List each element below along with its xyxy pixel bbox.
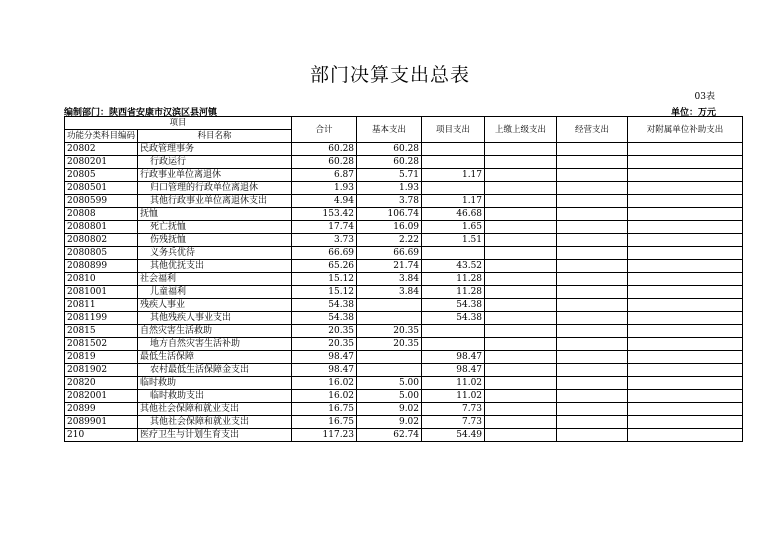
row-project: 1.65 [422, 221, 485, 234]
row-basic: 2.22 [357, 234, 422, 247]
row-subsidy [628, 260, 743, 273]
row-name: 抚恤 [138, 208, 292, 221]
row-code: 2080801 [65, 221, 138, 234]
table-row [65, 403, 743, 416]
row-subsidy [628, 429, 743, 442]
row-name: 残疾人事业 [138, 299, 292, 312]
row-business [557, 364, 628, 377]
header-code: 功能分类科目编码 [65, 130, 138, 143]
row-subsidy [628, 182, 743, 195]
row-code: 20899 [65, 403, 138, 416]
row-subsidy [628, 377, 743, 390]
row-remit [485, 325, 557, 338]
row-code: 20820 [65, 377, 138, 390]
row-project [422, 325, 485, 338]
row-code: 2081199 [65, 312, 138, 325]
row-basic: 3.84 [357, 273, 422, 286]
row-basic: 106.74 [357, 208, 422, 221]
row-project: 98.47 [422, 364, 485, 377]
row-remit [485, 299, 557, 312]
table-row [65, 416, 743, 429]
row-name: 临时救助支出 [138, 390, 292, 403]
row-code: 2080805 [65, 247, 138, 260]
row-total: 1.93 [292, 182, 357, 195]
row-subsidy [628, 416, 743, 429]
row-business [557, 143, 628, 156]
row-name: 儿童福利 [138, 286, 292, 299]
row-remit [485, 364, 557, 377]
row-code: 2081902 [65, 364, 138, 377]
row-total: 16.75 [292, 403, 357, 416]
row-business [557, 403, 628, 416]
row-code: 20811 [65, 299, 138, 312]
row-name: 社会福利 [138, 273, 292, 286]
row-remit [485, 338, 557, 351]
row-remit [485, 273, 557, 286]
row-basic: 21.74 [357, 260, 422, 273]
row-total: 66.69 [292, 247, 357, 260]
row-basic: 3.78 [357, 195, 422, 208]
row-total: 54.38 [292, 299, 357, 312]
row-name: 民政管理事务 [138, 143, 292, 156]
table-row [65, 208, 743, 221]
row-name: 其他残疾人事业支出 [138, 312, 292, 325]
row-total: 16.02 [292, 377, 357, 390]
row-basic: 5.71 [357, 169, 422, 182]
table-row [65, 234, 743, 247]
header-row-top [65, 117, 743, 130]
row-remit [485, 169, 557, 182]
header-basic: 基本支出 [357, 117, 422, 143]
row-project: 1.17 [422, 195, 485, 208]
row-business [557, 325, 628, 338]
table-row [65, 273, 743, 286]
row-remit [485, 377, 557, 390]
row-basic: 60.28 [357, 156, 422, 169]
row-subsidy [628, 156, 743, 169]
row-business [557, 351, 628, 364]
row-code: 2082001 [65, 390, 138, 403]
row-code: 20805 [65, 169, 138, 182]
row-basic: 3.84 [357, 286, 422, 299]
row-business [557, 195, 628, 208]
page-title: 部门决算支出总表 [309, 64, 470, 86]
row-business [557, 312, 628, 325]
row-code: 2081001 [65, 286, 138, 299]
row-remit [485, 416, 557, 429]
row-project: 11.02 [422, 377, 485, 390]
row-basic [357, 364, 422, 377]
row-name: 最低生活保障 [138, 351, 292, 364]
row-code: 20815 [65, 325, 138, 338]
row-remit [485, 143, 557, 156]
row-subsidy [628, 325, 743, 338]
header-project: 项目支出 [422, 117, 485, 143]
row-name: 伤残抚恤 [138, 234, 292, 247]
table-row [65, 312, 743, 325]
row-remit [485, 429, 557, 442]
row-basic: 16.09 [357, 221, 422, 234]
row-name: 地方自然灾害生活补助 [138, 338, 292, 351]
header-business: 经营支出 [557, 117, 628, 143]
row-business [557, 416, 628, 429]
row-name: 农村最低生活保障金支出 [138, 364, 292, 377]
table-row [65, 377, 743, 390]
row-total: 98.47 [292, 351, 357, 364]
table-row [65, 260, 743, 273]
row-business [557, 247, 628, 260]
row-basic: 60.28 [357, 143, 422, 156]
table-row [65, 429, 743, 442]
row-business [557, 299, 628, 312]
row-basic: 62.74 [357, 429, 422, 442]
row-subsidy [628, 221, 743, 234]
row-project [422, 247, 485, 260]
row-project [422, 156, 485, 169]
table-row [65, 351, 743, 364]
row-project: 1.17 [422, 169, 485, 182]
row-code: 2080501 [65, 182, 138, 195]
row-total: 153.42 [292, 208, 357, 221]
row-project: 11.28 [422, 286, 485, 299]
table-row [65, 195, 743, 208]
table-row [65, 390, 743, 403]
row-project: 54.38 [422, 299, 485, 312]
row-total: 15.12 [292, 273, 357, 286]
row-total: 98.47 [292, 364, 357, 377]
row-subsidy [628, 312, 743, 325]
row-business [557, 286, 628, 299]
row-business [557, 221, 628, 234]
row-subsidy [628, 143, 743, 156]
row-business [557, 169, 628, 182]
row-basic: 9.02 [357, 416, 422, 429]
row-project: 11.28 [422, 273, 485, 286]
row-business [557, 377, 628, 390]
row-subsidy [628, 338, 743, 351]
row-project: 43.52 [422, 260, 485, 273]
table-row [65, 143, 743, 156]
row-code: 2081502 [65, 338, 138, 351]
table-row [65, 221, 743, 234]
row-remit [485, 247, 557, 260]
row-basic: 5.00 [357, 377, 422, 390]
row-remit [485, 390, 557, 403]
table-row [65, 364, 743, 377]
row-name: 临时救助 [138, 377, 292, 390]
row-code: 20810 [65, 273, 138, 286]
row-project [422, 143, 485, 156]
row-remit [485, 195, 557, 208]
row-project: 46.68 [422, 208, 485, 221]
row-basic: 20.35 [357, 338, 422, 351]
row-name: 医疗卫生与计划生育支出 [138, 429, 292, 442]
row-basic: 66.69 [357, 247, 422, 260]
row-total: 117.23 [292, 429, 357, 442]
row-name: 行政事业单位离退休 [138, 169, 292, 182]
row-business [557, 208, 628, 221]
row-code: 20802 [65, 143, 138, 156]
header-remit: 上缴上级支出 [485, 117, 557, 143]
row-subsidy [628, 169, 743, 182]
row-total: 54.38 [292, 312, 357, 325]
row-code: 2080201 [65, 156, 138, 169]
row-subsidy [628, 273, 743, 286]
row-code: 2080599 [65, 195, 138, 208]
row-name: 义务兵优待 [138, 247, 292, 260]
row-total: 17.74 [292, 221, 357, 234]
row-name: 其他优抚支出 [138, 260, 292, 273]
header-name: 科目名称 [138, 130, 292, 143]
row-remit [485, 221, 557, 234]
row-business [557, 260, 628, 273]
row-basic [357, 299, 422, 312]
table-row [65, 286, 743, 299]
row-name: 归口管理的行政单位离退休 [138, 182, 292, 195]
row-subsidy [628, 286, 743, 299]
row-name: 自然灾害生活救助 [138, 325, 292, 338]
row-total: 3.73 [292, 234, 357, 247]
row-remit [485, 260, 557, 273]
table-row [65, 338, 743, 351]
header-item: 项目 [65, 117, 292, 130]
row-basic: 20.35 [357, 325, 422, 338]
row-remit [485, 312, 557, 325]
row-basic: 9.02 [357, 403, 422, 416]
row-name: 其他社会保障和就业支出 [138, 403, 292, 416]
table-row [65, 247, 743, 260]
row-subsidy [628, 208, 743, 221]
unit-label: 单位：万元 [670, 108, 716, 118]
row-basic: 1.93 [357, 182, 422, 195]
row-total: 20.35 [292, 338, 357, 351]
row-business [557, 390, 628, 403]
row-total: 15.12 [292, 286, 357, 299]
row-total: 60.28 [292, 156, 357, 169]
row-business [557, 156, 628, 169]
table-row [65, 156, 743, 169]
row-business [557, 234, 628, 247]
row-subsidy [628, 403, 743, 416]
row-business [557, 273, 628, 286]
row-subsidy [628, 351, 743, 364]
row-business [557, 338, 628, 351]
header-subsidy: 对附属单位补助支出 [628, 117, 743, 143]
row-remit [485, 351, 557, 364]
expenditure-table [64, 116, 743, 442]
row-project: 54.38 [422, 312, 485, 325]
row-project: 7.73 [422, 416, 485, 429]
row-total: 60.28 [292, 143, 357, 156]
row-basic: 5.00 [357, 390, 422, 403]
row-remit [485, 208, 557, 221]
table-row [65, 299, 743, 312]
row-business [557, 429, 628, 442]
row-total: 6.87 [292, 169, 357, 182]
header-total: 合计 [292, 117, 357, 143]
row-code: 2080802 [65, 234, 138, 247]
row-code: 2089901 [65, 416, 138, 429]
row-remit [485, 286, 557, 299]
row-business [557, 182, 628, 195]
row-basic [357, 351, 422, 364]
row-project: 54.49 [422, 429, 485, 442]
row-name: 其他行政事业单位离退休支出 [138, 195, 292, 208]
row-code: 20819 [65, 351, 138, 364]
row-subsidy [628, 195, 743, 208]
row-project: 1.51 [422, 234, 485, 247]
row-project [422, 182, 485, 195]
row-subsidy [628, 247, 743, 260]
row-subsidy [628, 234, 743, 247]
row-total: 4.94 [292, 195, 357, 208]
row-remit [485, 403, 557, 416]
department-label: 编制部门：陕西省安康市汉滨区县河镇 [64, 108, 218, 118]
row-total: 65.26 [292, 260, 357, 273]
table-row [65, 169, 743, 182]
row-name: 死亡抚恤 [138, 221, 292, 234]
row-name: 行政运行 [138, 156, 292, 169]
table-row [65, 325, 743, 338]
row-project: 11.02 [422, 390, 485, 403]
table-number: 03表 [694, 92, 715, 102]
row-code: 210 [65, 429, 138, 442]
row-basic [357, 312, 422, 325]
row-project [422, 338, 485, 351]
row-subsidy [628, 299, 743, 312]
row-project: 98.47 [422, 351, 485, 364]
row-code: 2080899 [65, 260, 138, 273]
row-remit [485, 234, 557, 247]
row-total: 16.75 [292, 416, 357, 429]
row-remit [485, 182, 557, 195]
row-total: 16.02 [292, 390, 357, 403]
row-subsidy [628, 364, 743, 377]
row-project: 7.73 [422, 403, 485, 416]
row-name: 其他社会保障和就业支出 [138, 416, 292, 429]
row-code: 20808 [65, 208, 138, 221]
row-subsidy [628, 390, 743, 403]
row-remit [485, 156, 557, 169]
row-total: 20.35 [292, 325, 357, 338]
table-row [65, 182, 743, 195]
